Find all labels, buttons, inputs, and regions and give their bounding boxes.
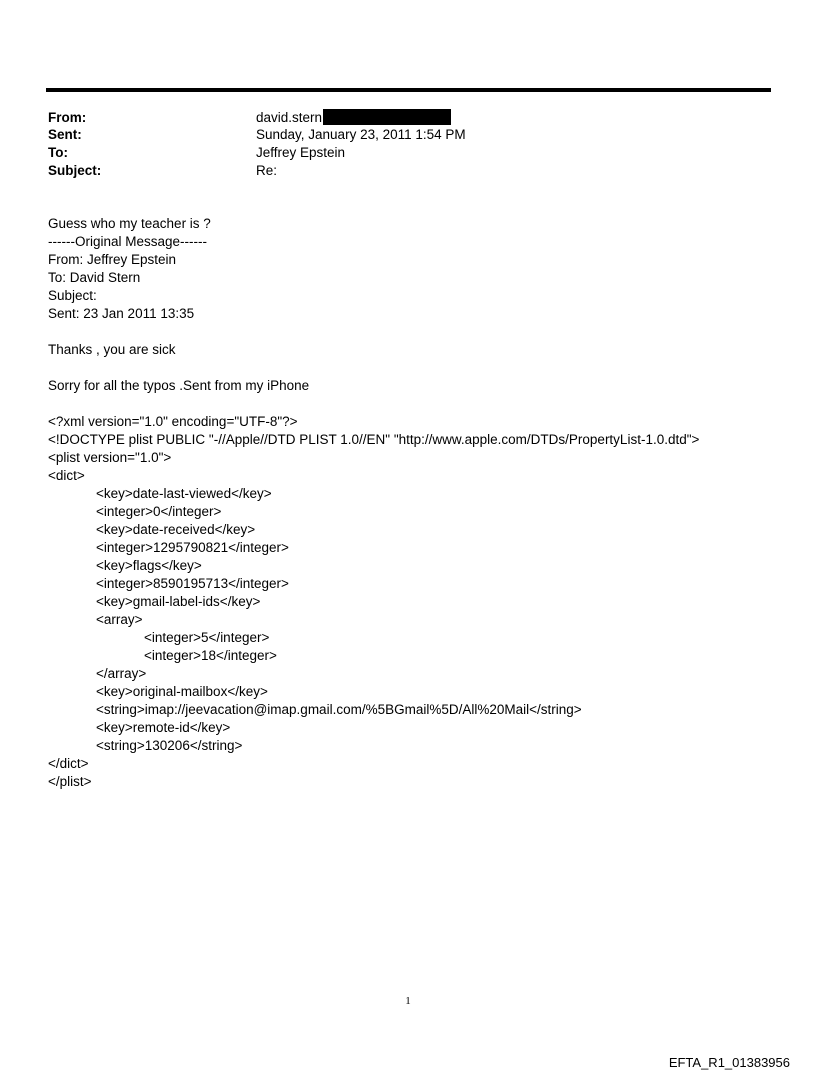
plist-line: <string>imap://jeevacation@imap.gmail.com/%5BGmail%5D/All%20Mail</string> [96, 702, 582, 717]
from-value [256, 109, 451, 127]
plist-line: <key>date-last-viewed</key> [96, 486, 272, 501]
to-label: To: [48, 145, 68, 160]
plist-line: <integer>5</integer> [144, 630, 270, 645]
plist-line: <integer>0</integer> [96, 504, 222, 519]
sent-value: Sunday, January 23, 2011 1:54 PM [256, 127, 466, 142]
plist-block [48, 413, 699, 791]
sent-label: Sent: [48, 127, 82, 142]
plist-line: <string>130206</string> [96, 738, 243, 753]
document-id: EFTA_R1_01383956 [668, 1055, 790, 1070]
plist-line: <integer>18</integer> [144, 648, 277, 663]
reply-text: Guess who my teacher is ? [48, 216, 211, 231]
page-number: 1 [405, 995, 411, 1007]
original-from: From: Jeffrey Epstein [48, 252, 177, 267]
plist-line: <key>original-mailbox</key> [96, 684, 268, 699]
from-address: david.stern [256, 110, 323, 125]
plist-line: </dict> [48, 756, 89, 771]
plist-line: <key>gmail-label-ids</key> [96, 594, 261, 609]
subject-value: Re: [256, 163, 278, 178]
email-body [48, 215, 699, 791]
plist-line: <array> [96, 612, 143, 627]
plist-line: <?xml version="1.0" encoding="UTF-8"?> [48, 414, 298, 429]
plist-line: </plist> [48, 774, 92, 789]
original-to: To: David Stern [48, 270, 141, 285]
original-subject: Subject: [48, 288, 97, 303]
plist-line: <key>flags</key> [96, 558, 202, 573]
plist-line: </array> [96, 666, 147, 681]
signature: Sorry for all the typos .Sent from my iPhone [48, 378, 310, 393]
plist-line: <dict> [48, 468, 85, 483]
to-value: Jeffrey Epstein [256, 145, 346, 160]
plist-line: <!DOCTYPE plist PUBLIC "-//Apple//DTD PLIST 1.0//EN" "http://www.apple.com/DTDs/PropertyList-1.0.dtd"> [48, 432, 700, 447]
from-label: From: [48, 110, 87, 125]
original-sent: Sent: 23 Jan 2011 13:35 [48, 306, 195, 321]
original-text: Thanks , you are sick [48, 342, 176, 357]
subject-label: Subject: [48, 163, 102, 178]
redaction-box [323, 109, 451, 125]
header-rule [46, 88, 771, 92]
plist-line: <key>date-received</key> [96, 522, 256, 537]
plist-line: <integer>1295790821</integer> [96, 540, 289, 555]
original-message-marker: ------Original Message------ [48, 234, 207, 249]
plist-line: <plist version="1.0"> [48, 450, 172, 465]
plist-line: <key>remote-id</key> [96, 720, 231, 735]
plist-line: <integer>8590195713</integer> [96, 576, 289, 591]
